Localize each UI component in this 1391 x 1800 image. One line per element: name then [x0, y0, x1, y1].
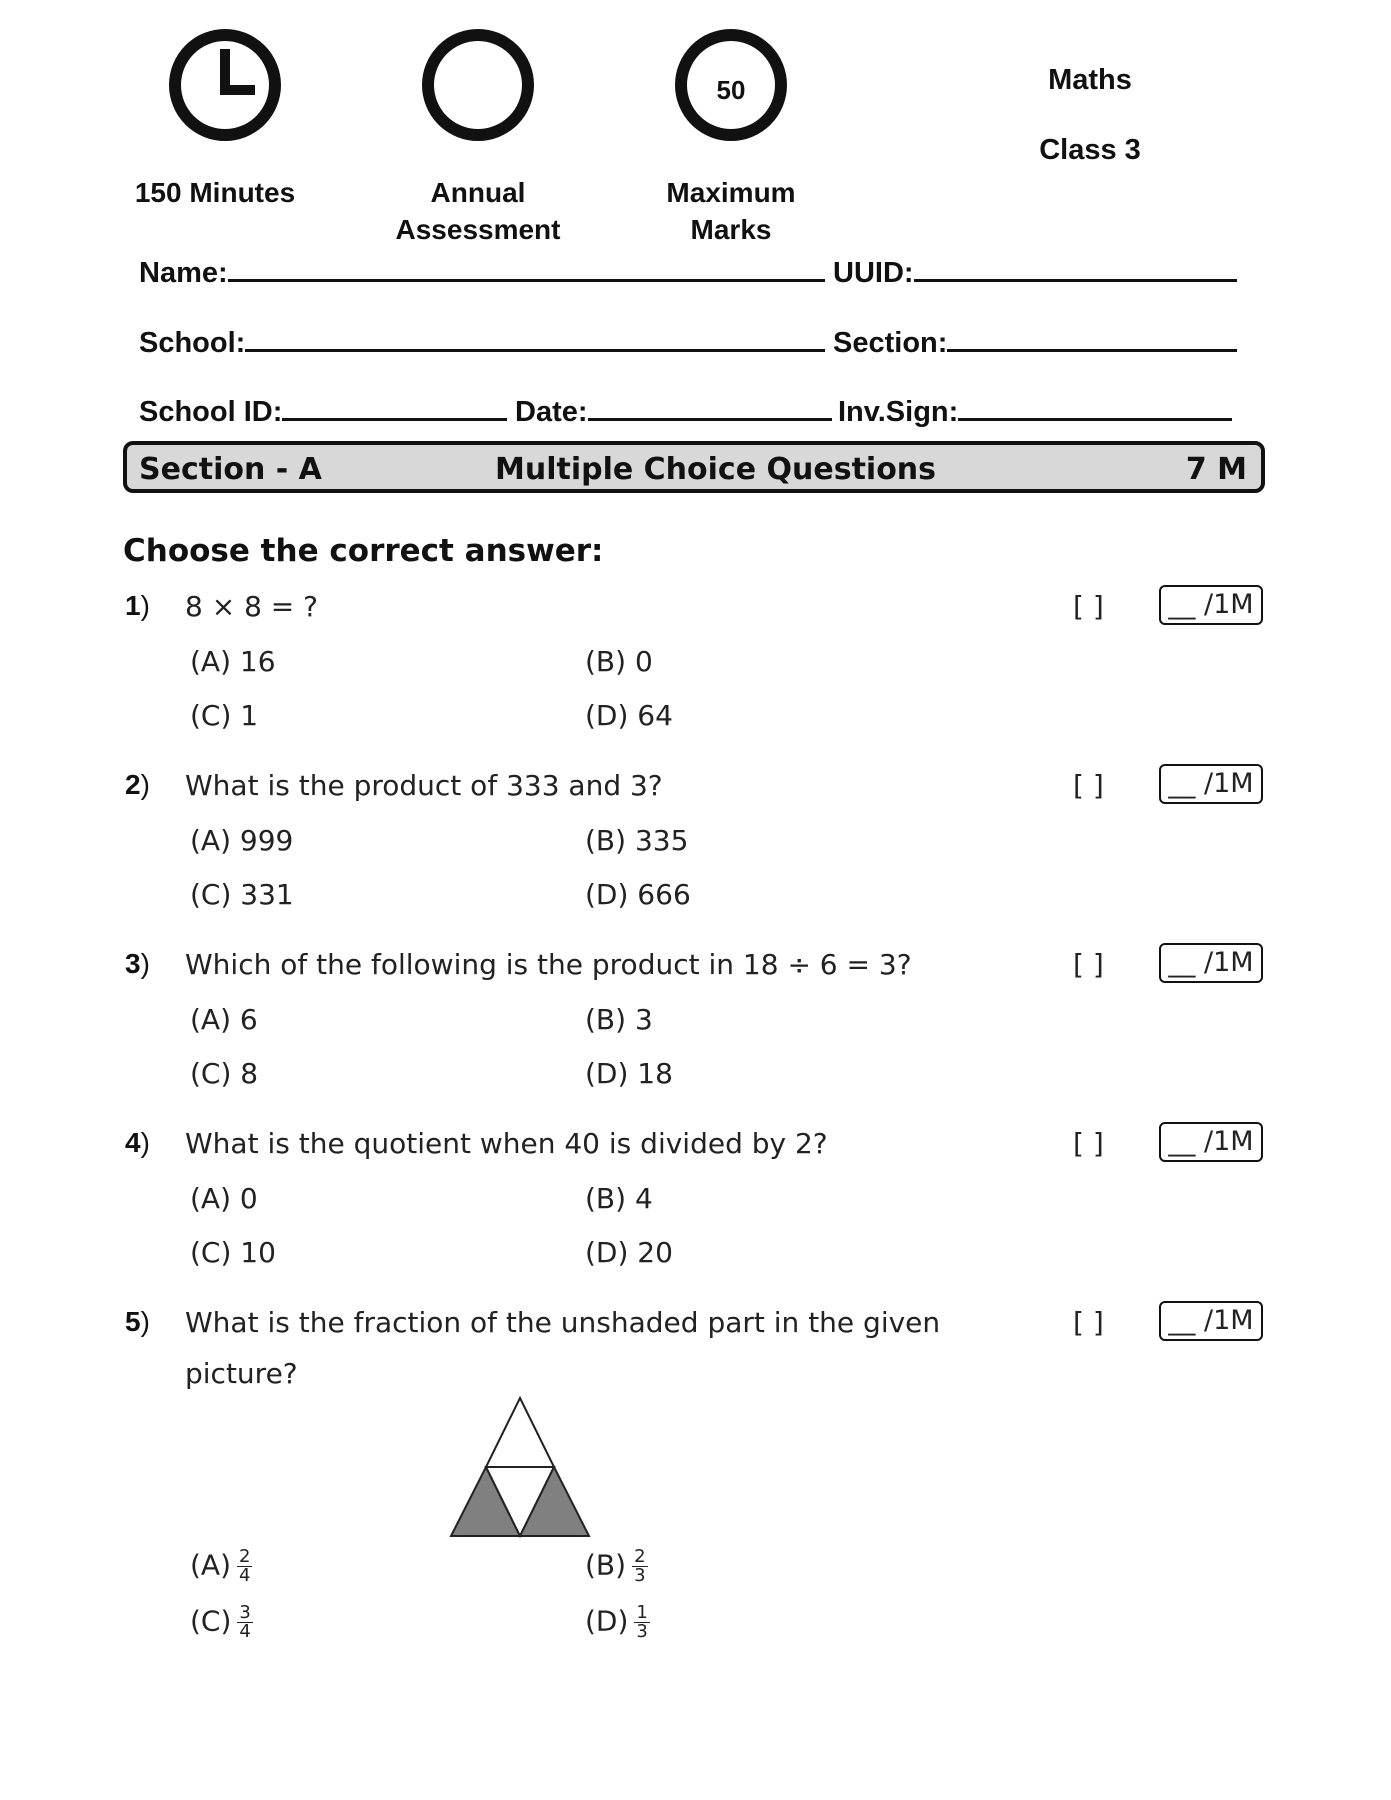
triangle-figure — [445, 1396, 595, 1542]
fraction — [237, 1548, 252, 1585]
inv-sign-label: Inv.Sign: — [838, 396, 959, 428]
q5-option-b[interactable] — [585, 1548, 648, 1585]
q5-option-a-den: 4 — [239, 1565, 251, 1586]
q5-text-line2: picture? — [185, 1357, 298, 1390]
section-label: Section: — [833, 327, 948, 359]
name-line[interactable] — [228, 279, 825, 282]
q5-option-c-num: 3 — [239, 1602, 251, 1623]
class-label: Class 3 — [1039, 134, 1141, 166]
q3-number: 3 — [125, 948, 141, 979]
fraction — [632, 1548, 647, 1585]
duration-label: 150 Minutes — [134, 177, 296, 208]
q5-answer-bracket[interactable]: [ ] — [1073, 1306, 1104, 1339]
q3-mark-box: __ /1M — [1159, 943, 1263, 983]
q5-option-c[interactable] — [190, 1604, 253, 1641]
q4-option-c[interactable]: (C) 10 — [190, 1236, 276, 1269]
section-field-row — [833, 327, 1237, 360]
section-line[interactable] — [947, 349, 1237, 352]
q1-text: 8 × 8 = ? — [185, 590, 319, 623]
q4-option-d[interactable]: (D) 20 — [585, 1236, 673, 1269]
q4-number: 4 — [125, 1127, 141, 1158]
section-a-header — [123, 441, 1265, 493]
q5-text-line1: What is the fraction of the unshaded part in the given — [185, 1306, 941, 1339]
question-number: 2) — [125, 769, 150, 800]
name-field-row — [139, 257, 825, 290]
date-line[interactable] — [588, 418, 832, 421]
q4-answer-bracket[interactable]: [ ] — [1073, 1127, 1104, 1160]
q2-option-c[interactable]: (C) 331 — [190, 878, 294, 911]
school-line[interactable] — [245, 349, 825, 352]
q5-option-b-label: (B) — [585, 1548, 627, 1582]
q1-answer-bracket[interactable]: [ ] — [1073, 590, 1104, 623]
q5-option-a[interactable] — [190, 1548, 252, 1585]
question-number: 4) — [125, 1127, 150, 1158]
q4-option-a[interactable]: (A) 0 — [190, 1182, 258, 1215]
q3-option-b[interactable]: (B) 3 — [585, 1003, 653, 1036]
q2-text: What is the product of 333 and 3? — [185, 769, 663, 802]
fraction — [237, 1604, 252, 1641]
inv-sign-field-row — [838, 396, 1232, 429]
q5-option-c-label: (C) — [190, 1604, 232, 1638]
subject-label: Maths — [1048, 64, 1132, 96]
q5-number: 5 — [125, 1306, 141, 1337]
uuid-field-row — [833, 257, 1237, 290]
q3-answer-bracket[interactable]: [ ] — [1073, 948, 1104, 981]
school-label: School: — [139, 327, 246, 359]
assessment-line2: Assessment — [395, 214, 561, 245]
marks-badge-value: 50 — [716, 75, 746, 105]
max-marks-label — [631, 174, 831, 248]
school-id-label: School ID: — [139, 396, 283, 428]
q1-mark-box: __ /1M — [1159, 585, 1263, 625]
q4-text: What is the quotient when 40 is divided by 2? — [185, 1127, 828, 1160]
q5-mark-box: __ /1M — [1159, 1301, 1263, 1341]
max-marks-line2: Marks — [690, 214, 772, 245]
q1-option-a[interactable]: (A) 16 — [190, 645, 276, 678]
q5-option-d-label: (D) — [585, 1604, 629, 1638]
q1-option-d[interactable]: (D) 64 — [585, 699, 673, 732]
school-id-line[interactable] — [282, 418, 507, 421]
q3-option-c[interactable]: (C) 8 — [190, 1057, 259, 1090]
q2-option-b[interactable]: (B) 335 — [585, 824, 689, 857]
section-a-subtitle: Multiple Choice Questions — [495, 452, 937, 487]
section-a-title: Section - A — [139, 452, 322, 487]
inv-sign-line[interactable] — [958, 418, 1232, 421]
q5-option-d-den: 3 — [636, 1621, 648, 1642]
q5-option-c-den: 4 — [239, 1621, 251, 1642]
q5-option-d-num: 1 — [636, 1602, 648, 1623]
max-marks-line1: Maximum — [666, 177, 796, 208]
q5-option-d[interactable] — [585, 1604, 650, 1641]
name-label: Name: — [139, 257, 228, 289]
q5-option-b-den: 3 — [634, 1565, 646, 1586]
q3-text: Which of the following is the product in 18 ÷ 6 = 3? — [185, 948, 912, 981]
question-number: 1) — [125, 590, 150, 621]
assessment-ring-icon — [421, 28, 535, 142]
uuid-label: UUID: — [833, 257, 914, 289]
school-field-row — [139, 327, 825, 360]
instruction-text: Choose the correct answer: — [123, 533, 604, 569]
q5-option-a-label: (A) — [190, 1548, 232, 1582]
date-field-row — [515, 396, 832, 429]
q1-option-c[interactable]: (C) 1 — [190, 699, 259, 732]
q2-number: 2 — [125, 769, 141, 800]
question-number: 3) — [125, 948, 150, 979]
q3-option-a[interactable]: (A) 6 — [190, 1003, 258, 1036]
q2-option-d[interactable]: (D) 666 — [585, 878, 691, 911]
q4-mark-box: __ /1M — [1159, 1122, 1263, 1162]
q5-option-b-num: 2 — [634, 1546, 646, 1567]
q1-option-b[interactable]: (B) 0 — [585, 645, 653, 678]
fraction — [634, 1604, 649, 1641]
q5-option-a-num: 2 — [239, 1546, 251, 1567]
q2-option-a[interactable]: (A) 999 — [190, 824, 294, 857]
q3-option-d[interactable]: (D) 18 — [585, 1057, 673, 1090]
date-label: Date: — [515, 396, 588, 428]
question-number: 5) — [125, 1306, 150, 1337]
assessment-label — [358, 174, 598, 248]
section-a-marks: 7 M — [1185, 452, 1247, 487]
top-unshaded-triangle — [486, 1398, 554, 1467]
clock-icon — [168, 28, 282, 142]
assessment-line1: Annual — [430, 177, 526, 208]
q1-number: 1 — [125, 590, 141, 621]
uuid-line[interactable] — [914, 279, 1237, 282]
q2-mark-box: __ /1M — [1159, 764, 1263, 804]
q2-answer-bracket[interactable]: [ ] — [1073, 769, 1104, 802]
q4-option-b[interactable]: (B) 4 — [585, 1182, 653, 1215]
school-id-field-row — [139, 396, 507, 429]
